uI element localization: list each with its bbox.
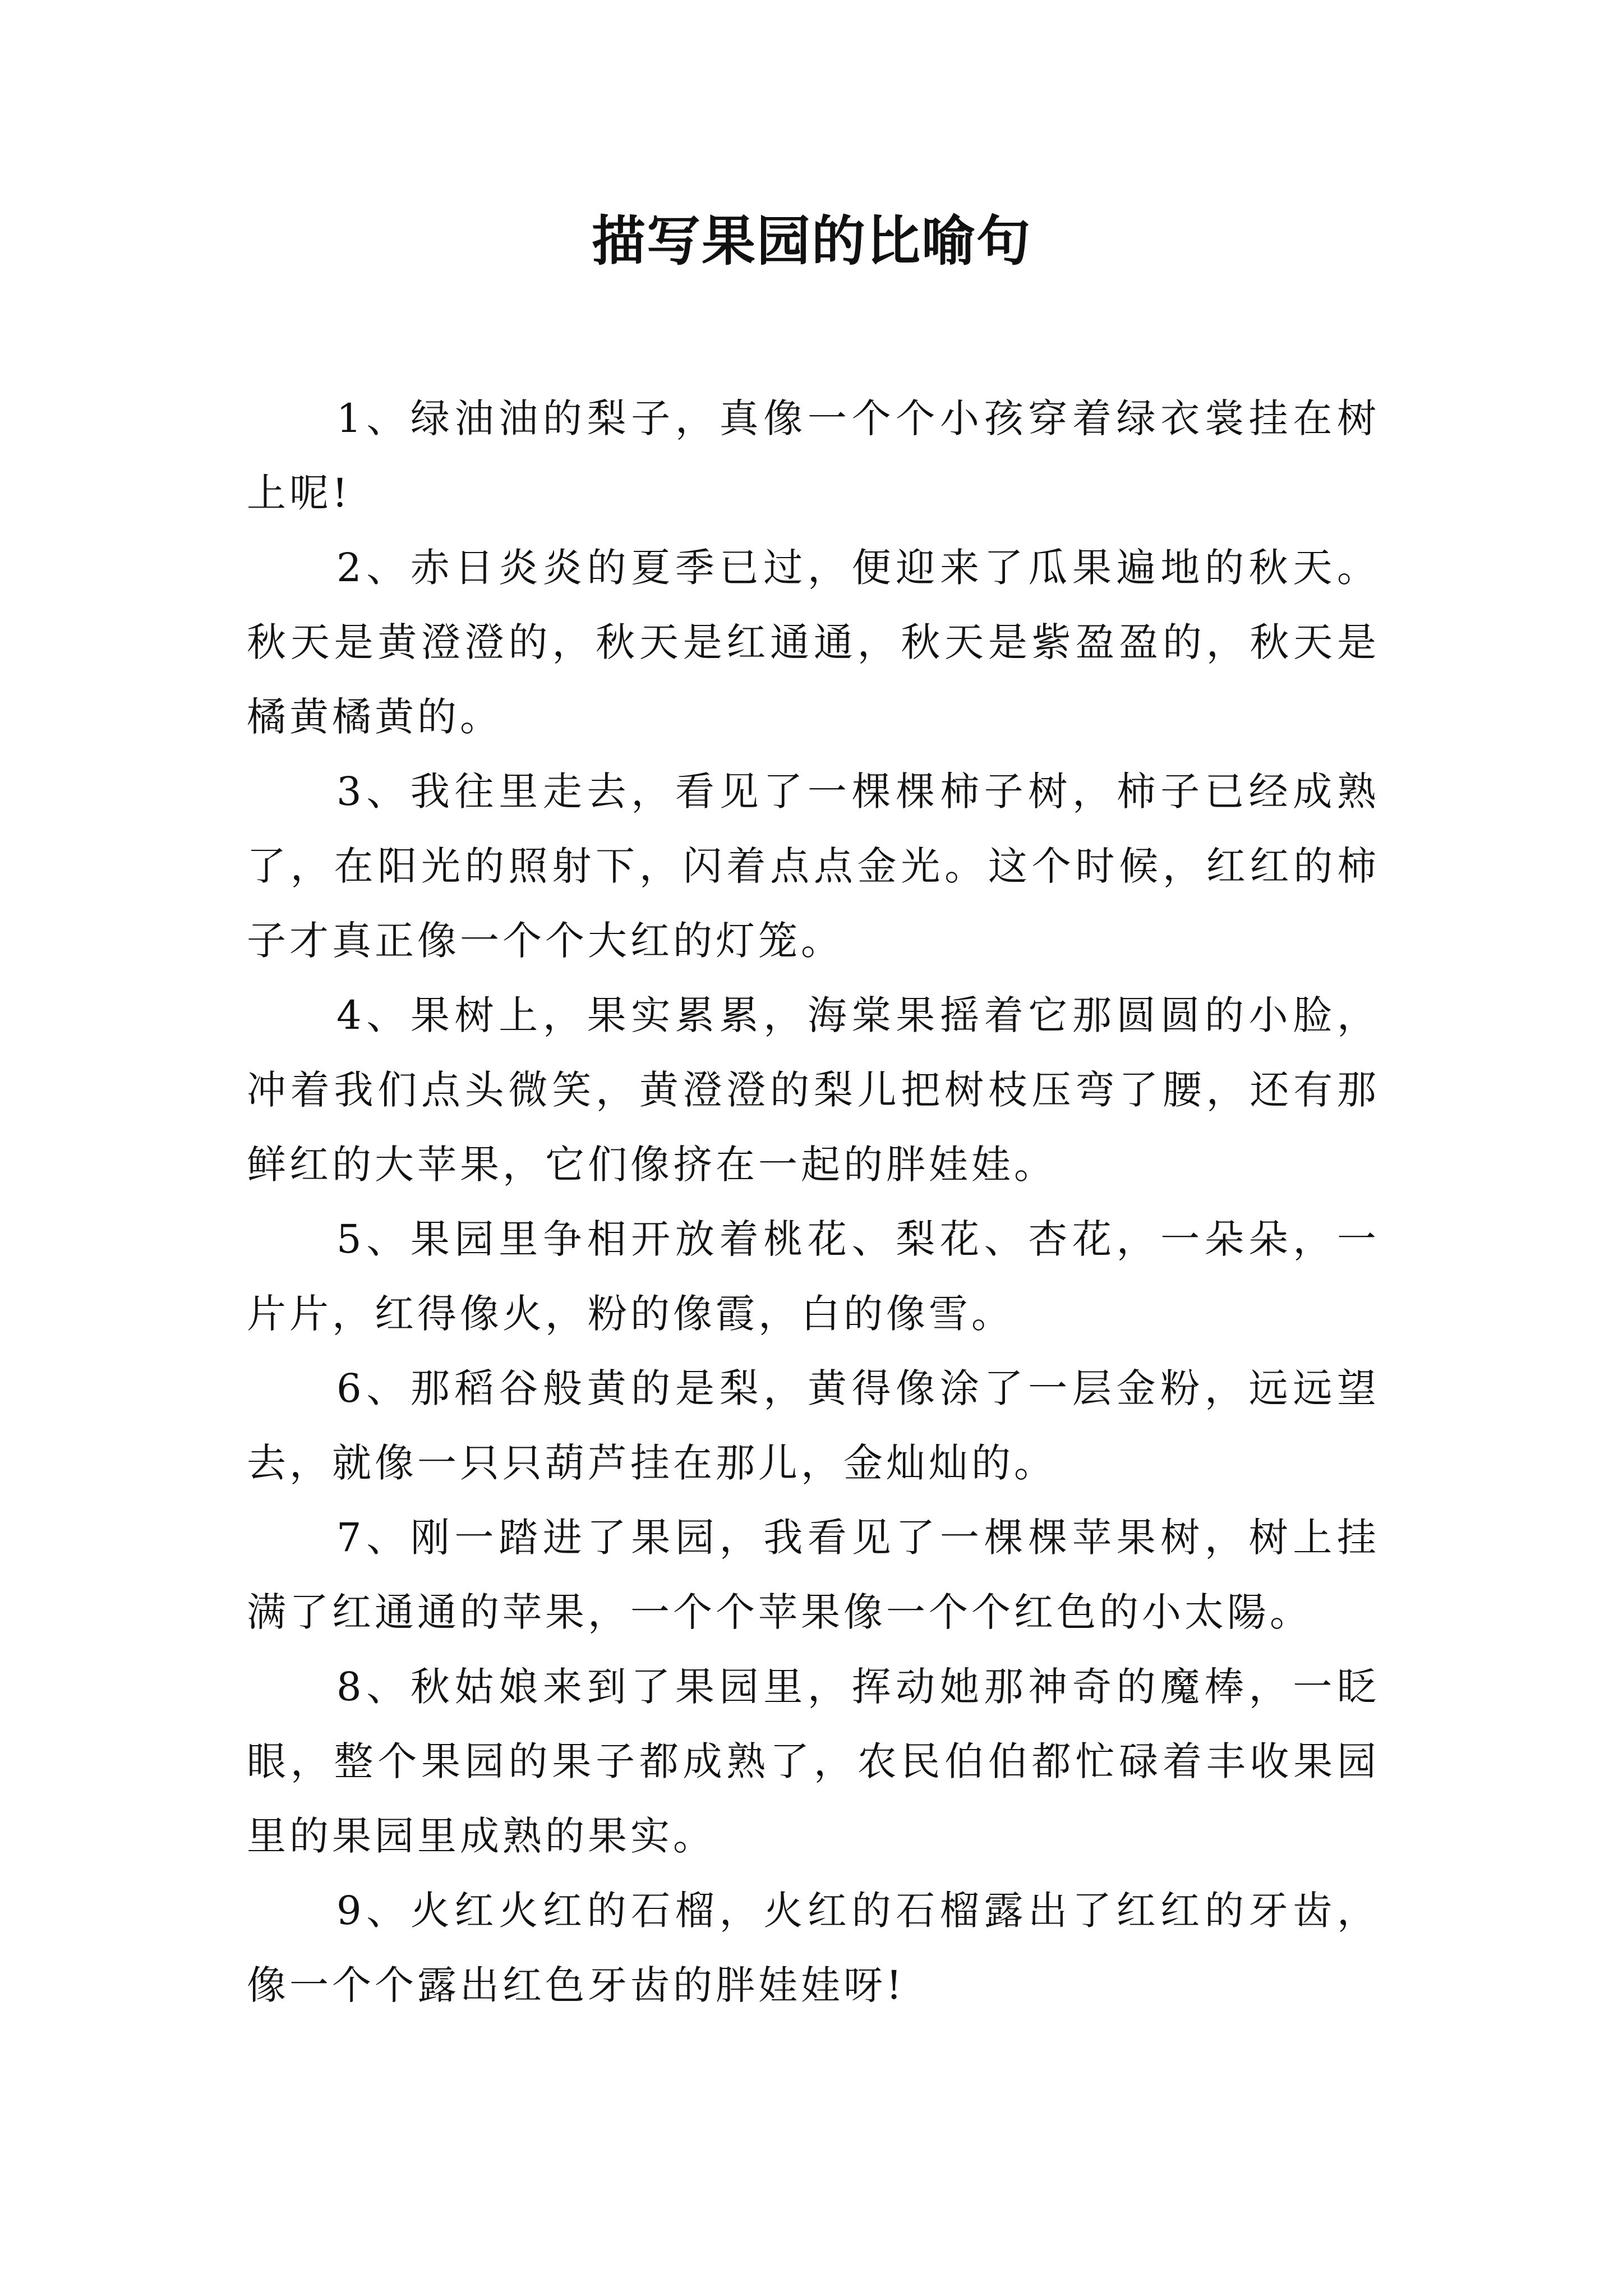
document-title: 描写果园的比喻句 bbox=[592, 210, 1031, 273]
paragraph-6: 6、那稻谷般黄的是梨，黄得像涂了一层金粉，远远望去，就像一只只葫芦挂在那儿，金灿灿的。 bbox=[247, 1365, 1380, 1486]
paragraph-4: 4、果树上，果实累累，海棠果摇着它那圆圆的小脸，冲着我们点头微笑，黄澄澄的梨儿把树枝压弯了腰，还有那鲜红的大苹果，它们像挤在一起的胖娃娃。 bbox=[247, 992, 1380, 1188]
paragraph-3: 3、我往里走去，看见了一棵棵柿子树，柿子已经成熟了，在阳光的照射下，闪着点点金光。这个时候，红红的柿子才真正像一个个大红的灯笼。 bbox=[247, 769, 1380, 964]
paragraph-5: 5、果园里争相开放着桃花、梨花、杏花，一朵朵，一片片，红得像火，粉的像霞，白的像雪。 bbox=[247, 1216, 1380, 1337]
paragraph-2: 2、赤日炎炎的夏季已过，便迎来了瓜果遍地的秋天。秋天是黄澄澄的，秋天是红通通，秋天是紫盈盈的，秋天是橘黄橘黄的。 bbox=[247, 545, 1380, 740]
document-body bbox=[247, 381, 1380, 2023]
paragraph-1: 1、绿油油的梨子，真像一个个小孩穿着绿衣裳挂在树上呢! bbox=[247, 395, 1380, 516]
paragraph-8: 8、秋姑娘来到了果园里，挥动她那神奇的魔棒，一眨眼，整个果园的果子都成熟了，农民伯伯都忙碌着丰收果园里的果园里成熟的果实。 bbox=[247, 1664, 1380, 1859]
paragraph-9: 9、火红火红的石榴，火红的石榴露出了红红的牙齿，像一个个露出红色牙齿的胖娃娃呀! bbox=[247, 1888, 1380, 2008]
paragraph-7: 7、刚一踏进了果园，我看见了一棵棵苹果树，树上挂满了红通通的苹果，一个个苹果像一个个红色的小太陽。 bbox=[247, 1515, 1380, 1635]
